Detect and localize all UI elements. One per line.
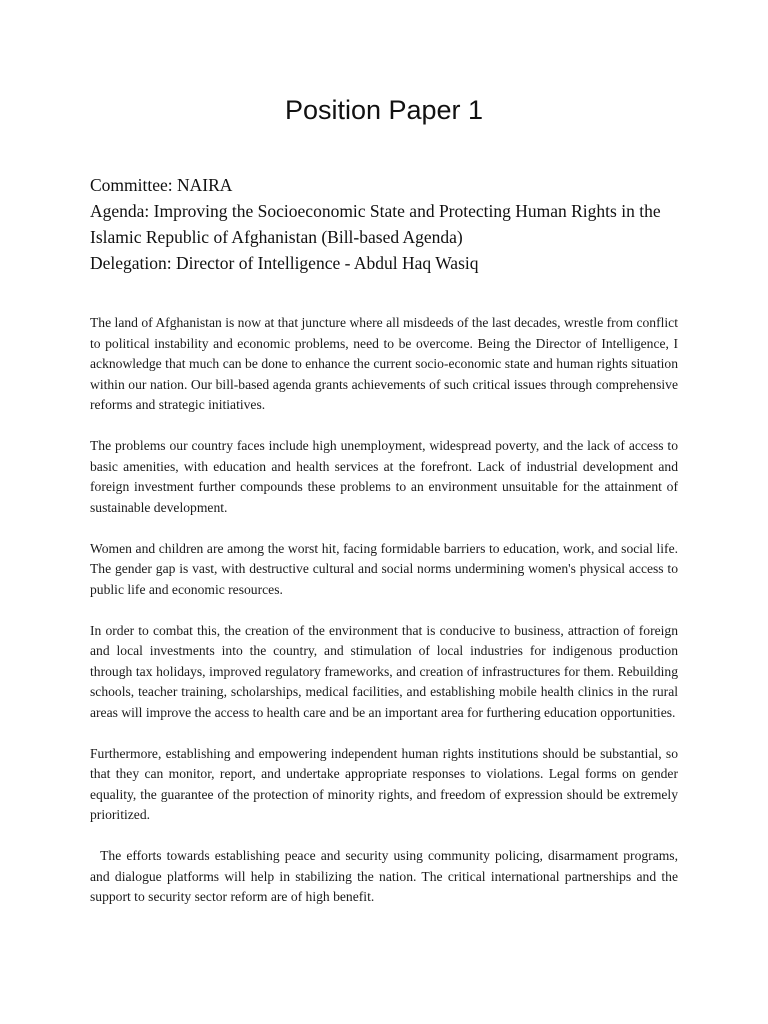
body-text [90, 313, 682, 908]
paragraph: The problems our country faces include high unemployment, widespread poverty, and the lack of access to basic amenities, with education and health services at the forefront. Lack of industrial development and foreign investment further compounds these problems to an environment unsuitable for the attainment of sustainable development. [90, 438, 678, 515]
paragraph: The land of Afghanistan is now at that juncture where all misdeeds of the last decades, wrestle from conflict to political instability and economic problems, need to be overcome. Being the Director of Intelligence, I acknowledge that much can be done to enhance the current socio-economic state and human rights situation within our nation. Our bill-based agenda grants achievements of such critical issues through comprehensive reforms and strategic initiatives. [90, 315, 678, 412]
paragraph: In order to combat this, the creation of the environment that is conducive to business, attraction of foreign and local investments into the country, and stimulation of local industries for indigenous production through tax holidays, improved regulatory frameworks, and creation of infrastructures for them. Rebuilding schools, teacher training, scholarships, medical facilities, and establishing mobile health clinics in the rural areas will improve the access to health care and be an important area for furthering education opportunities. [90, 622, 678, 720]
paragraph: The efforts towards establishing peace and security using community policing, disarmament programs, and dialogue platforms will help in stabilizing the nation. The critical international partnerships and the support to security sector reform are of high benefit. [90, 848, 682, 904]
committee-line: Committee: NAIRA [90, 175, 233, 195]
page-title: Position Paper 1 [284, 95, 484, 125]
header-block [90, 172, 690, 276]
agenda-line: Agenda: Improving the Socioeconomic State and Protecting Human Rights in the Islamic Republic of Afghanistan (Bill-based Agenda) [90, 201, 661, 247]
paragraph: Furthermore, establishing and empowering independent human rights institutions should be substantial, so that they can monitor, report, and undertake appropriate responses to violations. Legal forms on gender equality, the guarantee of the protection of minority rights, and freedom of expression should be extremely prioritized. [90, 745, 678, 822]
paragraph: Women and children are among the worst hit, facing formidable barriers to education, work, and social life. The gender gap is vast, with destructive cultural and social norms undermining women's physical access to public life and economic resources. [90, 540, 678, 597]
delegation-line: Delegation: Director of Intelligence - Abdul Haq Wasiq [90, 253, 479, 273]
